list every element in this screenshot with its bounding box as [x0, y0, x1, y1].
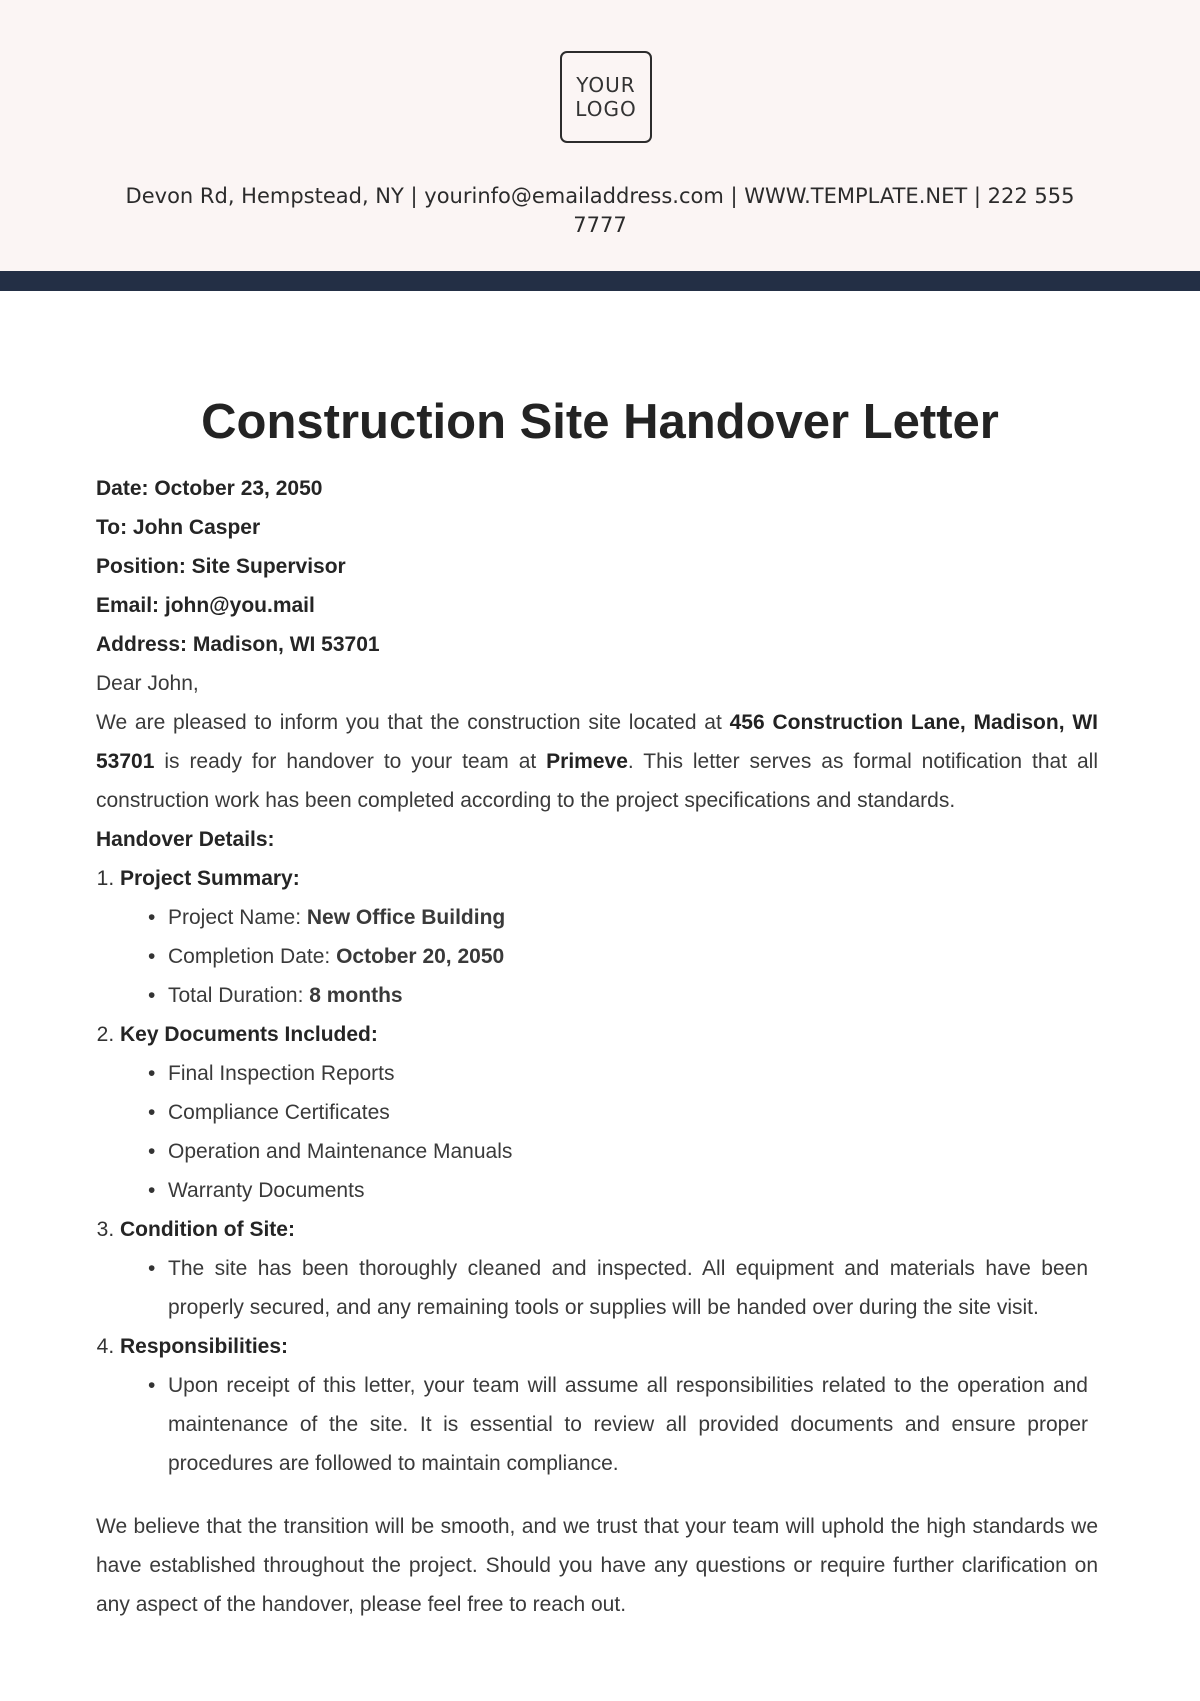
section-heading: Condition of Site: — [120, 1218, 295, 1241]
list-item: • Operation and Maintenance Manuals — [144, 1132, 1098, 1171]
item-value: October 20, 2050 — [336, 945, 505, 968]
logo-line-1: YOUR — [576, 73, 636, 97]
document-title: Construction Site Handover Letter — [201, 395, 999, 449]
section-heading: Project Summary: — [120, 867, 300, 890]
intro-paragraph — [96, 703, 1098, 820]
intro-text-2: is ready for handover to your team at — [154, 750, 547, 773]
email-line: Email: john@you.mail — [96, 594, 315, 617]
list-item — [144, 898, 1098, 937]
list-item: • The site has been thoroughly cleaned and inspected. All equipment and materials have been properly secured, and any remaining tools or supplies will be handed over during the site visit. — [144, 1249, 1088, 1327]
list-item: • Upon receipt of this letter, your team will assume all responsibilities related to the operation and maintenance of the site. It is essential to review all provided documents and ensure proper procedures are followed to maintain compliance. — [144, 1366, 1088, 1483]
item-label: Total Duration: — [168, 984, 310, 1007]
address-line: Address: Madison, WI 53701 — [96, 633, 380, 656]
date-line: Date: October 23, 2050 — [96, 477, 323, 500]
section-responsibilities — [120, 1327, 1098, 1483]
logo-placeholder — [560, 51, 652, 143]
company-name: Primeve — [546, 750, 628, 773]
list-item — [144, 937, 1098, 976]
section-items — [120, 1366, 1098, 1483]
item-value: New Office Building — [306, 906, 506, 929]
section-heading: Key Documents Included: — [120, 1023, 378, 1046]
list-item — [144, 976, 1098, 1015]
closing-paragraph: We believe that the transition will be smooth, and we trust that your team will uphold the high standards we have established throughout the project. Should you have any questions or require further clarification on any aspect of the handover, please feel free to reach out. — [96, 1515, 1098, 1616]
section-project-summary — [120, 859, 1098, 1015]
logo-line-2: LOGO — [575, 97, 637, 121]
recipient-line: To: John Casper — [96, 516, 261, 539]
intro-text-3: . This letter serves as formal notification that all construction work has been completed according to the project specifications and standards. — [96, 750, 1098, 812]
letter-body — [96, 469, 1098, 1624]
section-items — [120, 898, 1098, 1015]
list-item: • Compliance Certificates — [144, 1093, 1098, 1132]
position-line: Position: Site Supervisor — [96, 555, 346, 578]
section-heading: Responsibilities: — [120, 1335, 289, 1358]
salutation: Dear John, — [96, 672, 199, 695]
section-key-documents — [120, 1015, 1098, 1210]
handover-sections — [96, 859, 1098, 1483]
section-condition-of-site — [120, 1210, 1098, 1327]
section-items — [120, 1249, 1098, 1327]
contact-info: Devon Rd, Hempstead, NY | yourinfo@emailaddress.com | WWW.TEMPLATE.NET | 222 555 7777 — [125, 184, 1075, 237]
intro-text-1: We are pleased to inform you that the construction site located at — [96, 711, 730, 734]
header-divider-band — [0, 271, 1200, 291]
section-items — [120, 1054, 1098, 1210]
list-item: • Warranty Documents — [144, 1171, 1098, 1210]
item-label: Completion Date: — [168, 945, 337, 968]
list-item: • Final Inspection Reports — [144, 1054, 1098, 1093]
item-label: Project Name: — [168, 906, 307, 929]
item-value: 8 months — [309, 984, 403, 1007]
letterhead — [0, 0, 1200, 271]
details-heading: Handover Details: — [96, 828, 275, 851]
site-address: 456 Construction Lane, Madison, WI 53701 — [96, 711, 1098, 773]
